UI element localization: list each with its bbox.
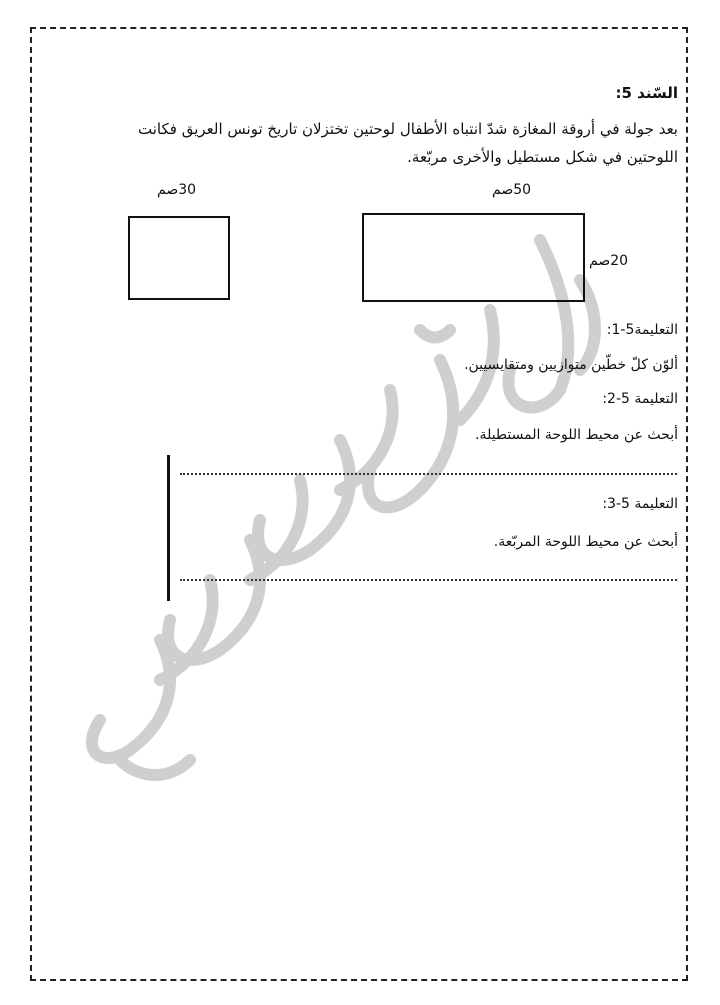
intro-paragraph: بعد جولة في أروقة المغازة شدّ انتباه الأطفال لوحتين تختزلان تاريخ تونس العريق فكانت اللوحتين في شكل مستطيل والأخرى مربّعة. (138, 120, 678, 166)
answer-dotted-line[interactable] (180, 579, 677, 581)
section-title: السّند 5: (615, 84, 678, 102)
instruction-3-text: أبحث عن محيط اللوحة المربّعة. (493, 534, 678, 550)
instruction-3-label: التعليمة 5-3: (602, 496, 678, 512)
rectangle-panel (362, 213, 585, 302)
square-side-label: 30صم (157, 182, 197, 198)
rect-width-label: 50صم (492, 182, 532, 198)
instruction-2-text: أبحث عن محيط اللوحة المستطيلة. (475, 427, 678, 443)
square-panel (128, 216, 230, 300)
instruction-1-text: ألوّن كلّ خطّين متوازيين ومتقايسيين. (464, 357, 678, 373)
vertical-margin-line (167, 455, 170, 601)
rect-height-label: 20صم (589, 253, 629, 269)
instruction-1-label: التعليمة5-1: (606, 322, 678, 338)
instruction-2-label: التعليمة 5-2: (602, 391, 678, 407)
answer-dotted-line[interactable] (180, 473, 677, 475)
